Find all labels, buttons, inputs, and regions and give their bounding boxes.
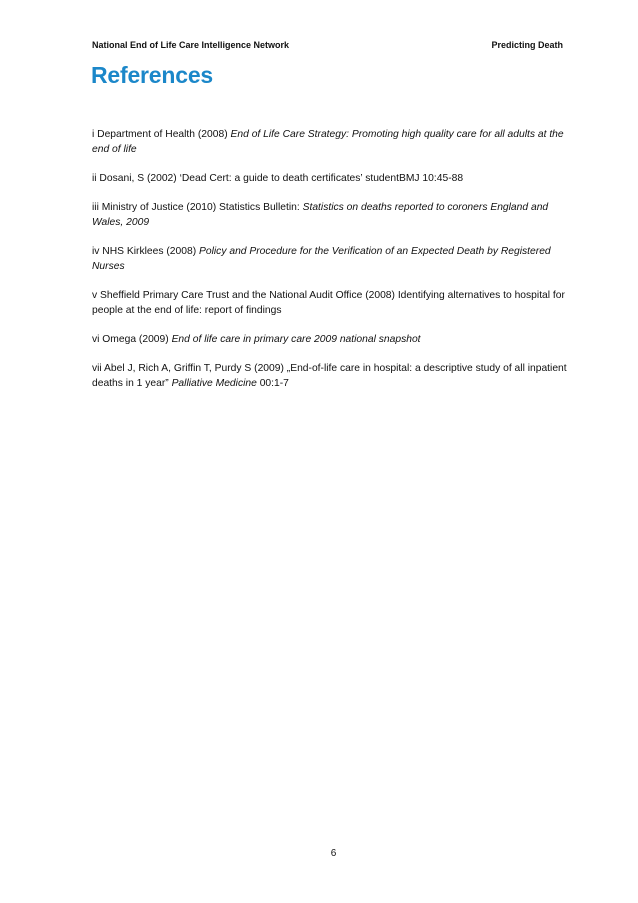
page-number: 6 xyxy=(330,848,337,859)
header-document-title: Predicting Death xyxy=(491,40,563,50)
page-title: References xyxy=(91,62,214,88)
reference-list xyxy=(92,127,572,405)
header-publisher: National End of Life Care Intelligence Network xyxy=(92,40,290,50)
reference-item xyxy=(92,127,572,157)
page-header xyxy=(92,40,563,54)
reference-item xyxy=(92,332,572,347)
reference-item xyxy=(92,244,572,274)
reference-italic-title: Policy and Procedure for the Verification of an Expected Death by Registered Nurses xyxy=(92,246,551,272)
reference-text: iii Ministry of Justice (2010) Statistics Bulletin: xyxy=(92,202,303,213)
reference-text: vii Abel J, Rich A, Griffin T, Purdy S (2009) „End-of-life care in hospital: a descriptive study of all inpatient deaths in 1 year” xyxy=(92,363,567,389)
reference-text: ii Dosani, S (2002) ‘Dead Cert: a guide to death certificates’ studentBMJ 10:45-88 xyxy=(92,173,464,184)
reference-item xyxy=(92,288,572,318)
reference-text: i Department of Health (2008) xyxy=(92,129,231,140)
reference-item xyxy=(92,171,572,186)
reference-suffix: 00:1-7 xyxy=(256,378,289,389)
reference-italic-title: Palliative Medicine xyxy=(171,378,257,389)
reference-italic-title: End of Life Care Strategy: Promoting high quality care for all adults at the end of life xyxy=(92,129,564,155)
reference-item xyxy=(92,361,572,391)
reference-item xyxy=(92,200,572,230)
reference-text: v Sheffield Primary Care Trust and the National Audit Office (2008) Identifying alternatives to hospital for people at the end of life: report of findings xyxy=(92,290,565,316)
reference-italic-title: Statistics on deaths reported to coroners England and Wales, 2009 xyxy=(92,202,549,228)
reference-text: vi Omega (2009) xyxy=(92,334,172,345)
reference-text: iv NHS Kirklees (2008) xyxy=(92,246,200,257)
reference-italic-title: End of life care in primary care 2009 national snapshot xyxy=(171,334,421,345)
